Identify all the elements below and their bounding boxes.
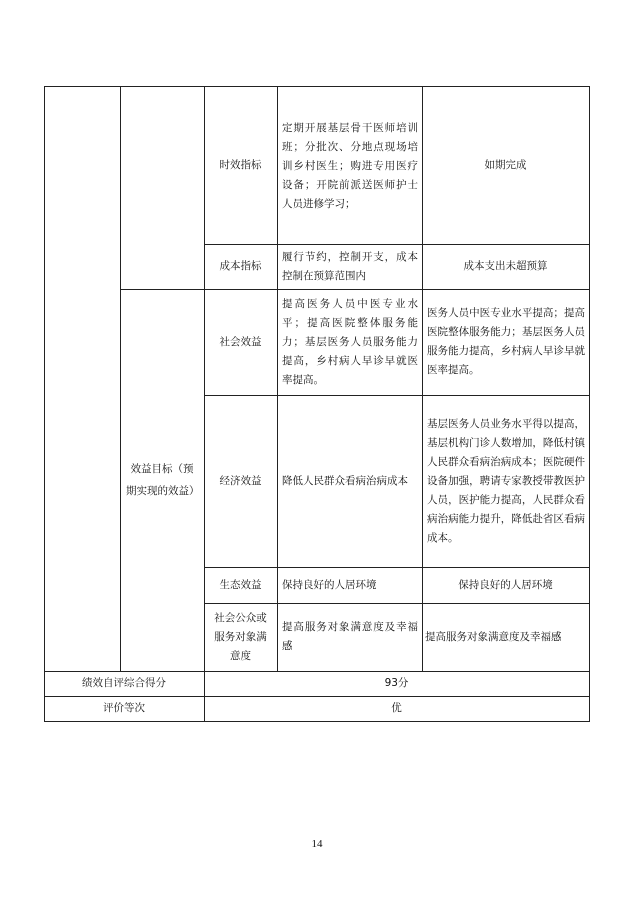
indicator-timeliness: 时效指标 [219, 158, 262, 171]
score-label: 绩效自评综合得分 [82, 677, 166, 689]
result-cost: 成本支出未超预算 [463, 260, 548, 272]
result-ecological: 保持良好的人居环境 [458, 578, 553, 591]
page-number: 14 [311, 838, 323, 850]
grade-label: 评价等次 [103, 702, 145, 714]
content-timeliness: 定期开展基层骨干医师培训班；分批次、分地点现场培训乡村医生；购进专用医疗设备；开院前派送医师护士人员进修学习； [282, 121, 418, 210]
indicator-cost: 成本指标 [219, 260, 262, 272]
content-cost: 履行节约，控制开支，成本控制在预算范围内 [282, 250, 418, 282]
grade-value: 优 [391, 702, 402, 714]
indicator-satisfaction: 社会公众或服务对象满意度 [214, 611, 267, 662]
indicator-ecological: 生态效益 [219, 578, 262, 591]
score-value: 93分 [384, 677, 409, 689]
performance-table [44, 86, 590, 722]
result-satisfaction: 提高服务对象满意度及幸福感 [425, 630, 562, 643]
content-social: 提高医务人员中医专业水平；提高医院整体服务能力；基层医务人员服务能力提高，乡村病人早诊早就医率提高。 [282, 297, 418, 386]
result-economic: 基层医务人员业务水平得以提高，基层机构门诊人数增加，降低村镇人民群众看病治病成本；医院硬件设备加强，聘请专家教授带教医护人员，医护能力提高，人民群众看病治病能力提升，降低赴省区看病成本。 [427, 417, 585, 544]
result-social: 医务人员中医专业水平提高；提高医院整体服务能力；基层医务人员服务能力提高，乡村病人早诊早就医率提高。 [427, 307, 585, 376]
indicator-economic: 经济效益 [219, 474, 262, 487]
benefit-target-label: 效益目标（预期实现的效益） [126, 463, 200, 497]
content-ecological: 保持良好的人居环境 [282, 578, 377, 591]
indicator-social: 社会效益 [219, 335, 262, 348]
content-satisfaction: 提高服务对象满意度及幸福感 [282, 621, 418, 652]
content-economic: 降低人民群众看病治病成本 [282, 474, 408, 487]
result-timeliness: 如期完成 [484, 158, 527, 171]
